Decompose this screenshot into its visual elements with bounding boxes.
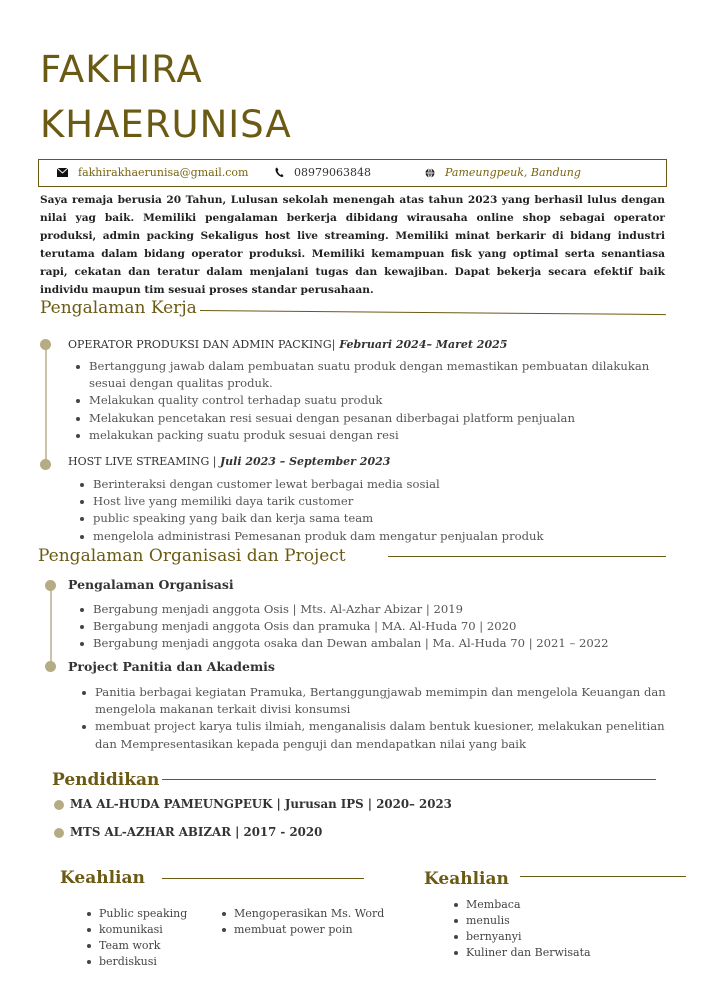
globe-icon	[425, 168, 435, 178]
timeline-dot	[45, 661, 56, 672]
project-items	[80, 684, 670, 753]
org-timeline	[50, 590, 52, 666]
job-role: OPERATOR PRODUKSI DAN ADMIN PACKING|	[68, 338, 336, 351]
contact-phone[interactable]	[275, 166, 371, 179]
list-item: Kuliner dan Berwisata	[453, 945, 653, 961]
list-item: Team work	[86, 938, 216, 954]
education-dot	[54, 800, 64, 810]
hobby-list	[453, 897, 653, 961]
skills-list	[221, 906, 401, 938]
list-item: Panitia berbagai kegiatan Pramuka, Bertanggungjawab memimpin dan mengelola Keuangan dan mengelola makanan terkait divisi konsumsi	[80, 684, 670, 718]
list-item: bernyanyi	[453, 929, 653, 945]
list-item: Membaca	[453, 897, 653, 913]
job-role: HOST LIVE STREAMING |	[68, 455, 220, 468]
list-item: Bergabung menjadi anggota osaka dan Dewan ambalan | Ma. Al-Huda 70 | 2021 – 2022	[78, 635, 668, 652]
contact-box	[38, 159, 667, 187]
section-rule	[162, 878, 364, 879]
list-item: Bergabung menjadi anggota Osis dan pramuka | MA. Al-Huda 70 | 2020	[78, 618, 668, 635]
job-date: Februari 2024– Maret 2025	[335, 338, 508, 351]
education-dot	[54, 828, 64, 838]
section-title-work: Pengalaman Kerja	[40, 298, 197, 318]
profile-summary: Saya remaja berusia 20 Tahun, Lulusan sekolah menengah atas tahun 2023 yang berhasil lulus dengan nilai yag baik. Memiliki pengalaman berkerja dibidang wirausaha online shop sebagai operator produksi, admin packing Sekaligus host live streaming. Memiliki minat berkarir di bidang industri terutama dalam bidang operator produksi. Memiliki kemampuan fisk yang optimal serta senantiasa rapi, cekatan dan teratur dalam menjalani tugas dan kewajiban. Dapat bekerja secara efektif baik individu maupun tim sesuai proses standar perusahaan.	[40, 194, 665, 297]
job-title	[68, 338, 507, 351]
section-rule	[388, 556, 666, 557]
phone-text: 08979063848	[294, 166, 371, 179]
list-item: membuat project karya tulis ilmiah, menganalisis dalam bentuk kuesioner, melakukan penelitian dan Mempresentasikan kepada penguji dan mendapatkan nilai yang baik	[80, 718, 670, 752]
section-title-skills: Keahlian	[60, 868, 145, 888]
list-item: Mengoperasikan Ms. Word	[221, 906, 401, 922]
list-item: Host live yang memiliki daya tarik customer	[78, 493, 668, 510]
project-subheading: Project Panitia dan Akademis	[68, 659, 275, 674]
list-item: Melakukan pencetakan resi sesuai dengan pesanan diberbagai platform penjualan	[74, 410, 669, 427]
list-item: membuat power poin	[221, 922, 401, 938]
job-duties	[78, 476, 668, 545]
list-item: Public speaking	[86, 906, 216, 922]
name-last: KHAERUNISA	[40, 103, 292, 146]
education-item: MA AL-HUDA PAMEUNGPEUK | Jurusan IPS | 2020– 2023	[70, 797, 452, 811]
list-item: public speaking yang baik dan kerja sama team	[78, 510, 668, 527]
name-first: FAKHIRA	[40, 48, 203, 91]
skills-list	[86, 906, 216, 970]
section-title-skills-right: Keahlian	[424, 869, 509, 889]
location-text: Pameungpeuk, Bandung	[445, 166, 581, 179]
section-rule	[520, 876, 686, 877]
section-rule	[162, 779, 656, 780]
list-item: melakukan packing suatu produk sesuai dengan resi	[74, 427, 669, 444]
section-title-education: Pendidikan	[52, 770, 160, 790]
timeline-dot	[45, 580, 56, 591]
list-item: Bergabung menjadi anggota Osis | Mts. Al-Azhar Abizar | 2019	[78, 601, 668, 618]
list-item: Bertanggung jawab dalam pembuatan suatu produk dengan memastikan pembuatan dilakukan sesuai dengan qualitas produk.	[74, 358, 669, 392]
org-items	[78, 601, 668, 653]
list-item: Melakukan quality control terhadap suatu produk	[74, 392, 669, 409]
section-rule	[200, 310, 666, 315]
list-item: mengelola administrasi Pemesanan produk dam mengatur penjualan produk	[78, 528, 668, 545]
job-title	[68, 455, 390, 468]
list-item: berdiskusi	[86, 954, 216, 970]
timeline-dot	[40, 339, 51, 350]
org-subheading: Pengalaman Organisasi	[68, 577, 234, 592]
job-date: Juli 2023 – September 2023	[219, 455, 391, 468]
contact-email[interactable]	[57, 166, 248, 179]
job-duties	[74, 358, 669, 444]
contact-location	[425, 166, 581, 179]
section-title-organization: Pengalaman Organisasi dan Project	[38, 546, 346, 566]
email-text: fakhirakhaerunisa@gmail.com	[78, 166, 249, 179]
work-timeline	[45, 345, 47, 465]
list-item: komunikasi	[86, 922, 216, 938]
education-item: MTS AL-AZHAR ABIZAR | 2017 - 2020	[70, 825, 323, 839]
list-item: menulis	[453, 913, 653, 929]
phone-icon	[275, 167, 284, 178]
list-item: Berinteraksi dengan customer lewat berbagai media sosial	[78, 476, 668, 493]
envelope-icon	[57, 168, 68, 177]
timeline-dot	[40, 459, 51, 470]
